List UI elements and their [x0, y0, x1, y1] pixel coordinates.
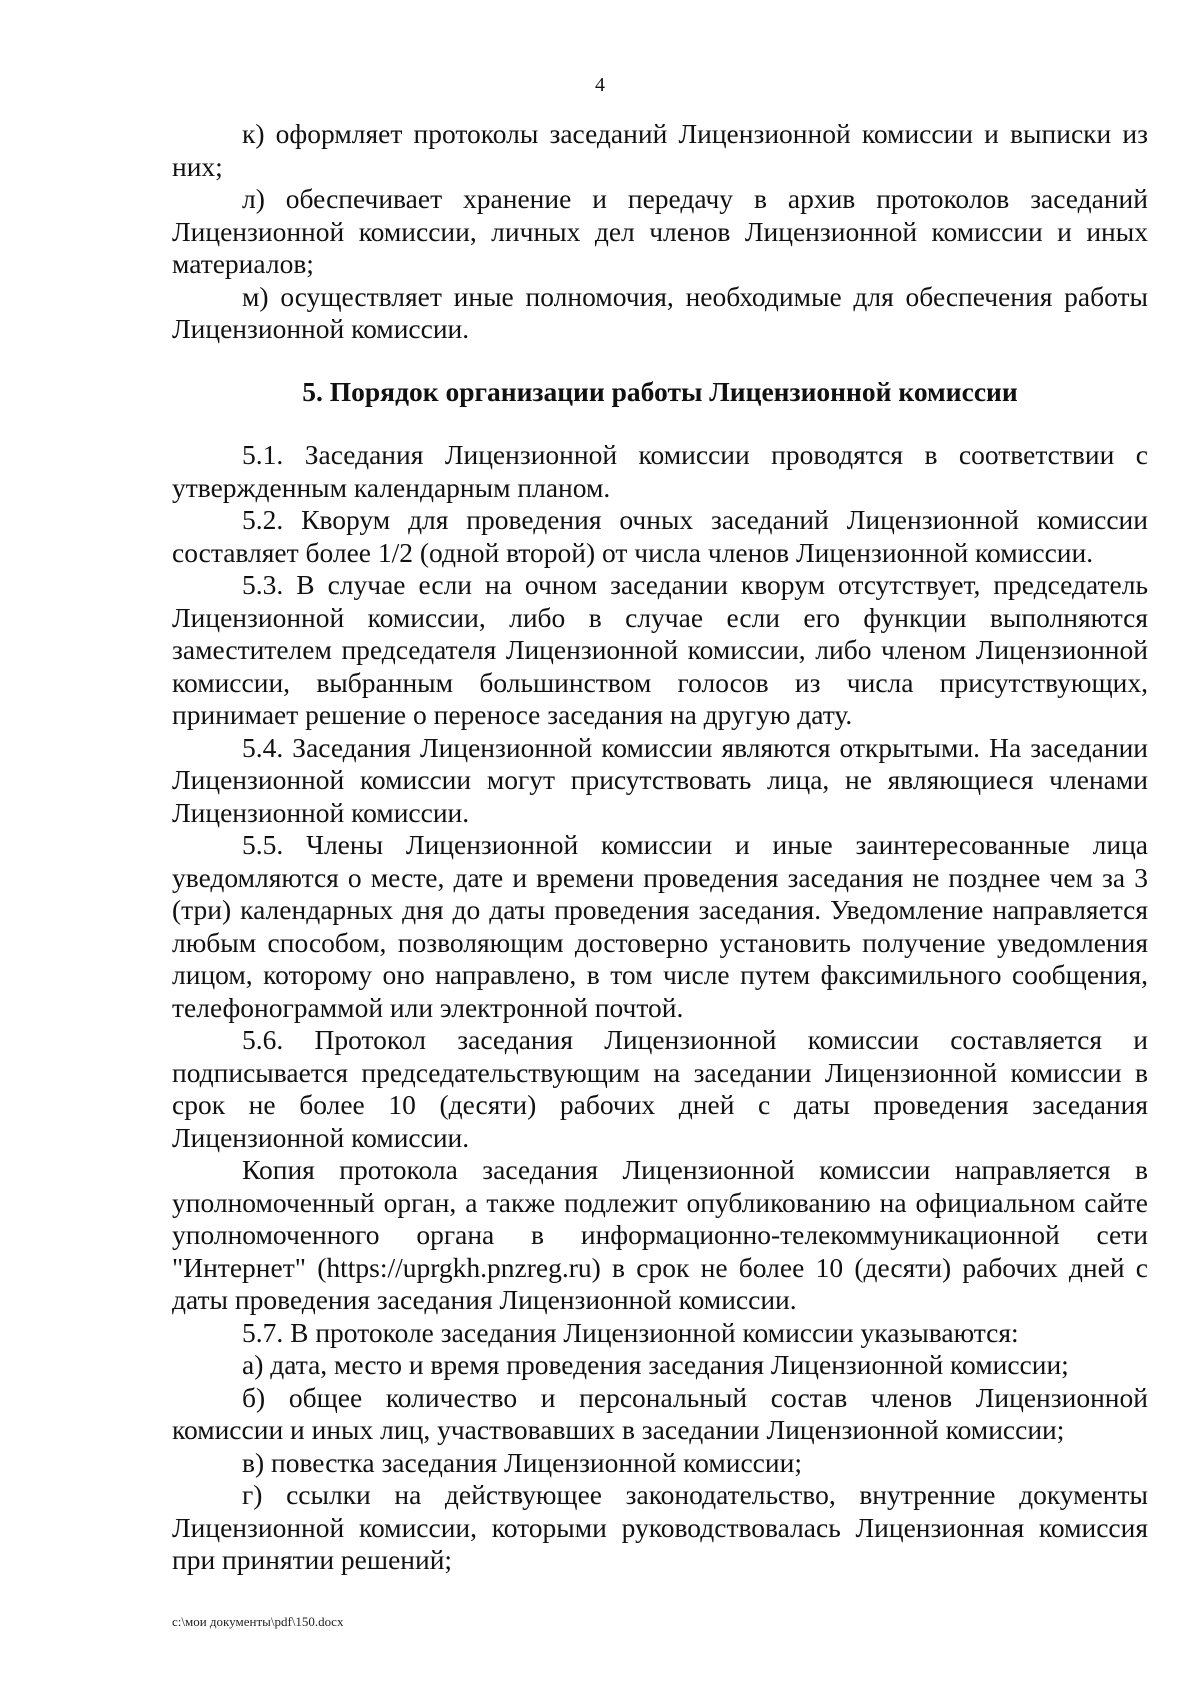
paragraph-l: л) обеспечивает хранение и передачу в архив протоколов заседаний Лицензионной комиссии, личных дел членов Лицензионной комиссии и иных материалов;: [172, 183, 1148, 279]
page-number: 4: [595, 74, 605, 96]
section-heading: 5. Порядок организации работы Лицензионной комиссии: [302, 375, 1018, 407]
paragraph-5-3: 5.3. В случае если на очном заседании кворум отсутствует, председатель Лицензионной комиссии, либо в случае если его функции выполняются заместителем председателя Лицензионной комиссии, либо членом Лицензионной комиссии, выбранным большинством голосов из числа присутствующих, принимает решение о переносе заседания на другую дату.: [172, 569, 1148, 730]
paragraph-5-7: 5.7. В протоколе заседания Лицензионной комиссии указываются:: [242, 1316, 1019, 1348]
list-item-b: б) общее количество и персональный состав членов Лицензионной комиссии и иных лиц, участвовавших в заседании Лицензионной комиссии;: [172, 1381, 1148, 1445]
paragraph-5-5: 5.5. Члены Лицензионной комиссии и иные заинтересованные лица уведомляются о месте, дате и времени проведения заседания не позднее чем за 3 (три) календарных дня до даты проведения заседания. Уведомление направляется любым способом, позволяющим достоверно установить получение уведомления лицом, которому оно направлено, в том числе путем факсимильного сообщения, телефонограммой или электронной почтой.: [172, 829, 1148, 1023]
list-item-v: в) повестка заседания Лицензионной комиссии;: [242, 1446, 802, 1478]
document-body: [172, 118, 1148, 1577]
paragraph-5-6: 5.6. Протокол заседания Лицензионной комиссии составляется и подписывается председательствующим на заседании Лицензионной комиссии в срок не более 10 (десяти) рабочих дней с даты проведения заседания Лицензионной комиссии.: [172, 1024, 1148, 1153]
paragraph-5-1: 5.1. Заседания Лицензионной комиссии проводятся в соответствии с утвержденным календарным планом.: [172, 439, 1148, 503]
paragraph-5-4: 5.4. Заседания Лицензионной комиссии являются открытыми. На заседании Лицензионной комиссии могут присутствовать лица, не являющиеся членами Лицензионной комиссии.: [172, 731, 1148, 828]
paragraph-protocol-copy: Копия протокола заседания Лицензионной комиссии направляется в уполномоченный орган, а также подлежит опубликованию на официальном сайте уполномоченного органа в информационно-телекоммуникационной сети "Интернет" (https://uprgkh.pnzreg.ru) в срок не более 10 (десяти) рабочих дней с даты проведения заседания Лицензионной комиссии.: [172, 1154, 1148, 1315]
paragraph-k: к) оформляет протоколы заседаний Лицензионной комиссии и выписки из них;: [172, 118, 1148, 182]
footer-file-path: c:\мои документы\pdf\150.docx: [172, 1614, 344, 1629]
paragraph-m: м) осуществляет иные полномочия, необходимые для обеспечения работы Лицензионной комиссии.: [172, 280, 1148, 344]
list-item-a: а) дата, место и время проведения заседания Лицензионной комиссии;: [242, 1349, 1069, 1380]
list-item-g: г) ссылки на действующее законодательство, внутренние документы Лицензионной комиссии, которыми руководствовалась Лицензионная комиссия при принятии решений;: [172, 1479, 1148, 1575]
paragraph-5-2: 5.2. Кворум для проведения очных заседаний Лицензионной комиссии составляет более 1/2 (одной второй) от числа членов Лицензионной комиссии.: [172, 504, 1148, 568]
